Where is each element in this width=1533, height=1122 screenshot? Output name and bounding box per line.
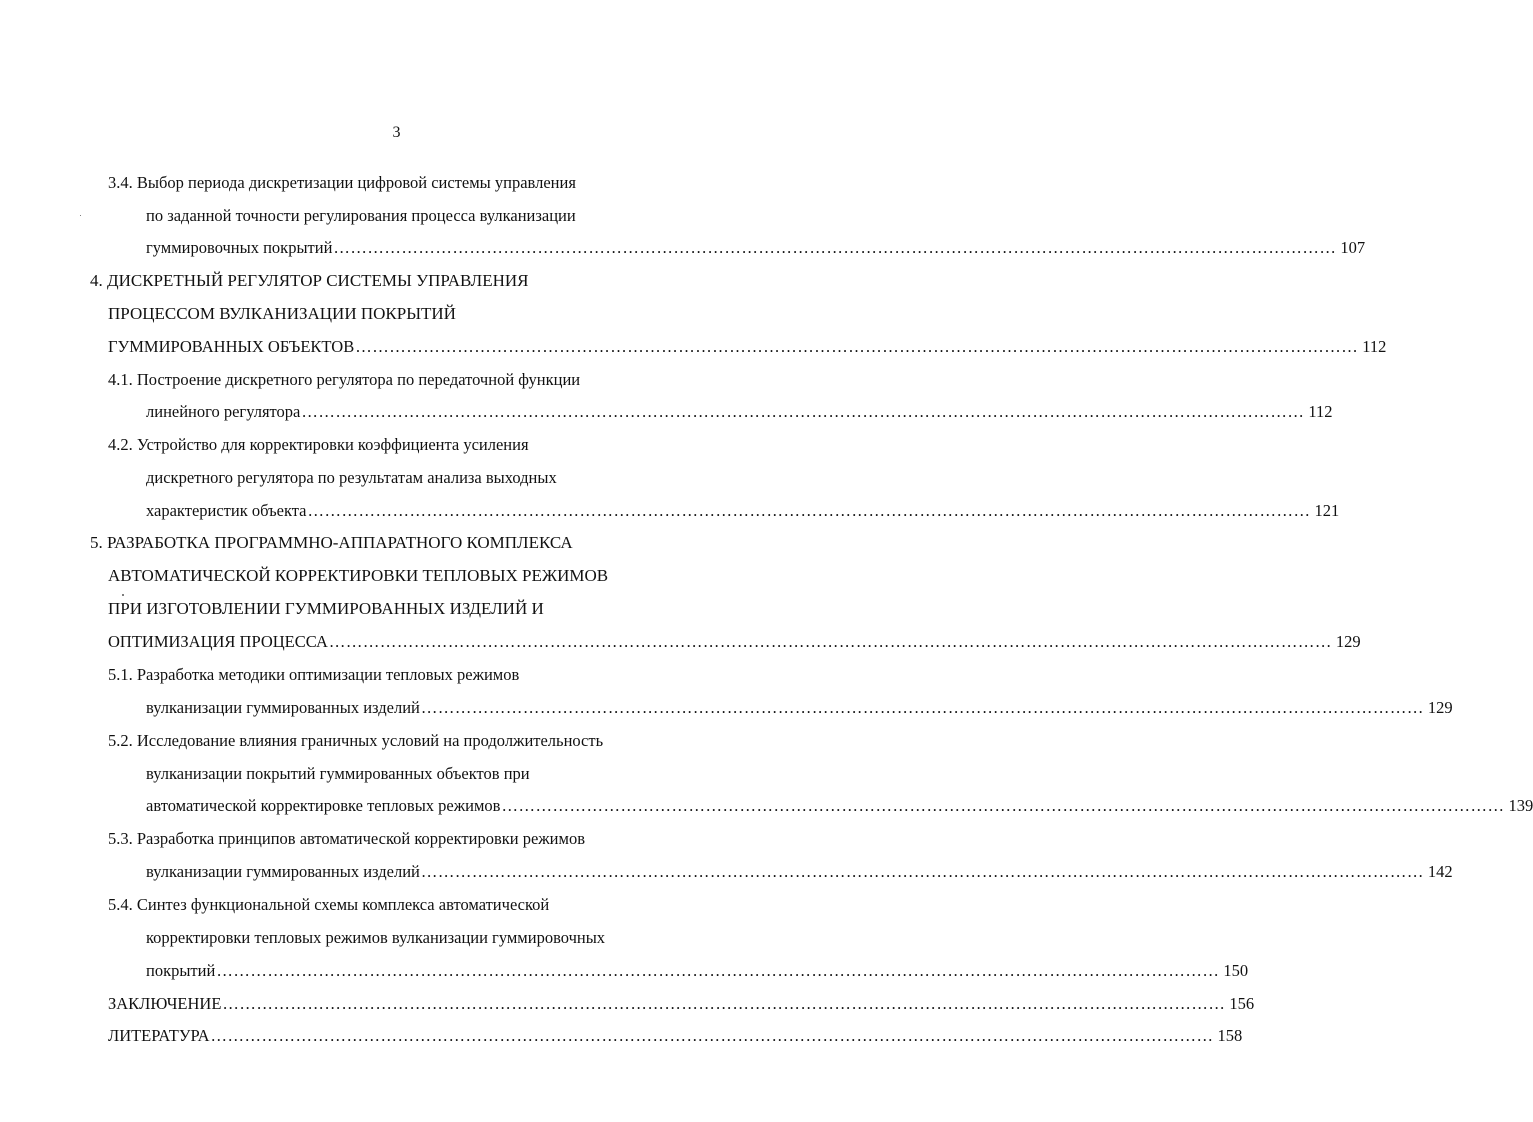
toc-chapter-5-line-4	[108, 631, 1361, 653]
dot-leader: ……………………………………………………………………………………………………………………………………………………………	[222, 994, 1226, 1013]
dot-leader: ……………………………………………………………………………………………………………………………………………………………	[501, 796, 1505, 815]
dot-leader: ……………………………………………………………………………………………………………………………………………………………	[333, 238, 1337, 257]
toc-page-number: 112	[1308, 402, 1333, 421]
toc-entry-text: ОПТИМИЗАЦИЯ ПРОЦЕССА	[108, 632, 328, 651]
toc-entry-5-2-line-2: вулканизации покрытий гуммированных объектов при	[146, 764, 530, 783]
toc-entry-4-1-line-1: 4.1. Построение дискретного регулятора по передаточной функции	[108, 370, 581, 389]
toc-entry-3-4-line-3	[146, 237, 1366, 259]
toc-chapter-5-line-1: 5. РАЗРАБОТКА ПРОГРАММНО-АППАРАТНОГО КОМПЛЕКСА	[90, 533, 573, 552]
toc-page-number: 139	[1508, 796, 1533, 815]
toc-entry-text: вулканизации гуммированных изделий	[146, 862, 420, 881]
toc-entry-text: вулканизации гуммированных изделий	[146, 698, 420, 717]
toc-entry-text: характеристик объекта	[146, 501, 307, 520]
toc-entry-text: ЗАКЛЮЧЕНИЕ	[108, 994, 222, 1013]
toc-entry-5-1-line-2	[146, 697, 1453, 719]
toc-chapter-4-line-3	[108, 336, 1387, 358]
toc-entry-4-2-line-1: 4.2. Устройство для корректировки коэффициента усиления	[108, 435, 529, 454]
toc-page-number: 107	[1340, 238, 1366, 257]
dot-leader: ……………………………………………………………………………………………………………………………………………………………	[301, 402, 1305, 421]
scan-speck	[122, 594, 124, 596]
dot-leader: ……………………………………………………………………………………………………………………………………………………………	[216, 961, 1220, 980]
toc-entry-text: ЛИТЕРАТУРА	[108, 1026, 210, 1045]
toc-entry-5-3-line-2	[146, 861, 1453, 883]
toc-entry-3-4-line-2: по заданной точности регулирования процесса вулканизации	[146, 206, 576, 225]
toc-page-number: 158	[1217, 1026, 1243, 1045]
dot-leader: ……………………………………………………………………………………………………………………………………………………………	[307, 501, 1311, 520]
page-number: 3	[392, 124, 401, 141]
toc-entry-3-4-line-1: 3.4. Выбор периода дискретизации цифровой системы управления	[108, 173, 576, 192]
toc-entry-4-2-line-2: дискретного регулятора по результатам анализа выходных	[146, 468, 557, 487]
toc-page-number: 150	[1223, 961, 1249, 980]
toc-entry-4-2-line-3	[146, 500, 1340, 522]
toc-literature	[108, 1025, 1243, 1047]
toc-chapter-4-line-1: 4. ДИСКРЕТНЫЙ РЕГУЛЯТОР СИСТЕМЫ УПРАВЛЕНИЯ	[90, 271, 529, 290]
toc-entry-text: гуммировочных покрытий	[146, 238, 333, 257]
toc-entry-5-2-line-3	[146, 795, 1533, 817]
dot-leader: ……………………………………………………………………………………………………………………………………………………………	[420, 698, 1424, 717]
toc-entry-5-4-line-1: 5.4. Синтез функциональной схемы комплекса автоматической	[108, 895, 550, 914]
toc-chapter-4-line-2: ПРОЦЕССОМ ВУЛКАНИЗАЦИИ ПОКРЫТИЙ	[108, 304, 456, 323]
toc-page-number: 121	[1314, 501, 1340, 520]
toc-chapter-5-line-3: ПРИ ИЗГОТОВЛЕНИИ ГУММИРОВАННЫХ ИЗДЕЛИЙ И	[108, 599, 544, 618]
toc-entry-5-1-line-1: 5.1. Разработка методики оптимизации тепловых режимов	[108, 665, 520, 684]
toc-conclusion	[108, 993, 1255, 1015]
toc-page-number: 129	[1427, 698, 1453, 717]
toc-page-number: 129	[1335, 632, 1361, 651]
toc-entry-5-4-line-2: корректировки тепловых режимов вулканизации гуммировочных	[146, 928, 606, 947]
toc-entry-5-2-line-1: 5.2. Исследование влияния граничных условий на продолжительность	[108, 731, 604, 750]
toc-entry-text: автоматической корректировке тепловых режимов	[146, 796, 501, 815]
toc-page-number: 112	[1362, 337, 1387, 356]
toc-chapter-5-line-2: АВТОМАТИЧЕСКОЙ КОРРЕКТИРОВКИ ТЕПЛОВЫХ РЕЖИМОВ	[108, 566, 609, 585]
dot-leader: ……………………………………………………………………………………………………………………………………………………………	[210, 1026, 1214, 1045]
toc-page-number: 156	[1229, 994, 1255, 1013]
toc-entry-5-4-line-3	[146, 960, 1249, 982]
toc-page-number: 142	[1427, 862, 1453, 881]
toc-entry-text: ГУММИРОВАННЫХ ОБЪЕКТОВ	[108, 337, 355, 356]
dot-leader: ……………………………………………………………………………………………………………………………………………………………	[420, 862, 1424, 881]
toc-entry-4-1-line-2	[146, 401, 1333, 423]
toc-entry-5-3-line-1: 5.3. Разработка принципов автоматической корректировки режимов	[108, 829, 585, 848]
toc-entry-text: линейного регулятора	[146, 402, 301, 421]
dot-leader: ……………………………………………………………………………………………………………………………………………………………	[355, 337, 1359, 356]
dot-leader: ……………………………………………………………………………………………………………………………………………………………	[328, 632, 1332, 651]
scan-speck	[80, 215, 81, 216]
toc-entry-text: покрытий	[146, 961, 216, 980]
